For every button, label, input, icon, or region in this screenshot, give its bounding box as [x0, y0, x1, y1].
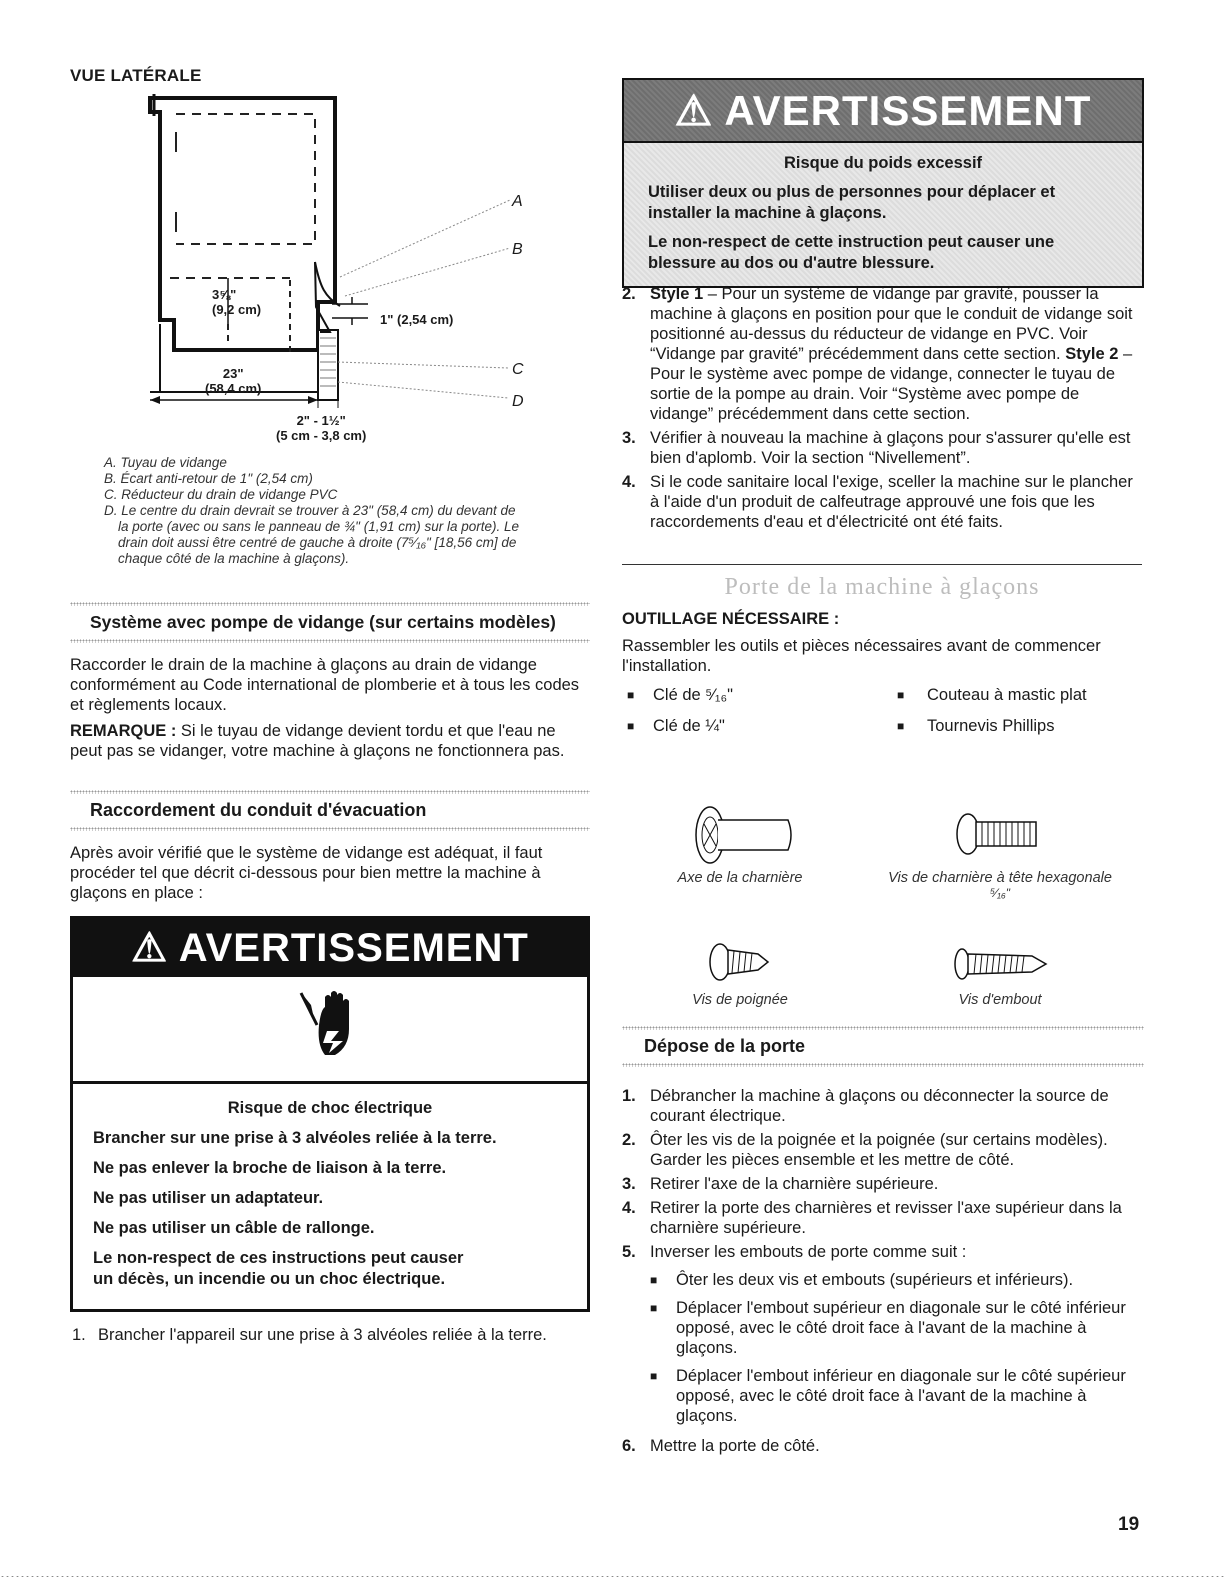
- tool-item: ■ Couteau à mastic plat: [897, 686, 1087, 704]
- hinge-pin-icon: [688, 800, 798, 870]
- label-d: D: [512, 393, 524, 410]
- tools-list: [627, 685, 1147, 736]
- caption-d-line: la porte (avec ou sans le panneau de ¾" (1,91 cm) sur la porte). Le: [118, 519, 520, 534]
- bullet-item: ■ Déplacer l'embout inférieur en diagonale sur le côté supérieur opposé, avec le côté droit face à l'avant de la machine à glaçons.: [650, 1367, 1126, 1425]
- section-title: Dépose de la porte: [644, 1036, 806, 1056]
- bullet-icon: ■: [650, 1273, 658, 1287]
- divider: [70, 827, 590, 831]
- warning-header: ⚠ AVERTISSEMENT: [622, 78, 1144, 143]
- part-label: Axe de la charnière: [677, 870, 803, 886]
- porte-title: Porte de la machine à glaçons: [724, 574, 1040, 600]
- warning-header: ⚠ AVERTISSEMENT: [73, 919, 587, 977]
- list-item: 1. Débrancher la machine à glaçons ou déconnecter la source de courant électrique.: [622, 1087, 1109, 1125]
- dim-depth: 23" (58,4 cm): [205, 366, 262, 396]
- tool-item: ■ Clé de ¼": [627, 717, 725, 735]
- list-item: 4. Si le code sanitaire local l'exige, sceller la machine sur le plancher à l'aide d'un produit de calfeutrage approuvé une fois que les raccordements d'eau et d'électricité ont été faits.: [622, 473, 1133, 531]
- section-text: Raccorder le drain de la machine à glaçons au drain de vidange conformément au Code international de plomberie et à tous les codes et règlements locaux.: [70, 656, 580, 714]
- section-evacuation: [70, 790, 590, 903]
- outillage-text: Rassembler les outils et pièces nécessaires avant de commencer l'installation.: [622, 637, 1101, 675]
- warning-consequence: Le non-respect de ces instructions peut causer: [93, 1249, 464, 1267]
- outillage-title: OUTILLAGE NÉCESSAIRE :: [622, 610, 840, 628]
- section-text: Après avoir vérifié que le système de vidange est adéquat, il faut procéder tel que décrit ci-dessous pour bien mettre la machine à glaçons en place :: [70, 844, 543, 902]
- divider: [622, 564, 1142, 565]
- warning-line: Le non-respect de cette instruction peut causer une blessure au dos ou d'autre blessure.: [648, 233, 1055, 272]
- part-label: Vis de charnière à tête hexagonale ⁵⁄₁₆": [888, 870, 1112, 900]
- bullet-icon: ■: [627, 719, 635, 733]
- label-b: B: [512, 241, 523, 258]
- divider: [622, 1063, 1144, 1067]
- section-depose: [622, 1026, 1144, 1067]
- warning-triangle-icon: ⚠: [131, 926, 169, 970]
- tool-item: ■ Clé de ⁵⁄₁₆": [627, 686, 733, 704]
- caption-b: B. Écart anti-retour de 1" (2,54 cm): [104, 471, 313, 486]
- warning-line: Ne pas enlever la broche de liaison à la terre.: [93, 1159, 447, 1177]
- warning-line: Ne pas utiliser un câble de rallonge.: [93, 1219, 375, 1237]
- warning-triangle-icon: ⚠: [674, 87, 714, 134]
- bottom-border: [0, 1575, 1225, 1579]
- warning-consequence: un décès, un incendie ou un choc électrique.: [93, 1270, 446, 1288]
- list-item: 2. Ôter les vis de la poignée et la poignée (sur certains modèles). Garder les pièces ensemble et les mettre de côté.: [622, 1131, 1108, 1169]
- diagram-captions: [104, 455, 574, 567]
- dim-gap: 1" (2,54 cm): [380, 312, 454, 327]
- bullet-item: ■ Déplacer l'embout supérieur en diagonale sur le côté inférieur opposé, avec le côté droit face à l'avant de la machine à glaçons.: [650, 1299, 1126, 1357]
- side-view-title: VUE LATÉRALE: [70, 66, 202, 85]
- list-item: 3. Vérifier à nouveau la machine à glaçons pour s'assurer qu'elle est bien d'aplomb. Voir la section “Nivellement”.: [622, 429, 1131, 467]
- hex-hinge-screw-icon: [952, 810, 1047, 860]
- bullet-item: ■ Ôter les deux vis et embouts (supérieurs et inférieurs).: [650, 1271, 1074, 1289]
- end-cap-screw-icon: [952, 944, 1052, 984]
- warning-risk: Risque de choc électrique: [227, 1099, 433, 1117]
- tool-item: ■ Tournevis Phillips: [897, 717, 1055, 735]
- part-label: Vis de poignée: [692, 992, 788, 1008]
- warning-body: [622, 143, 1144, 288]
- list-item: 6. Mettre la porte de côté.: [622, 1437, 820, 1455]
- list-item: 3. Retirer l'axe de la charnière supérieure.: [622, 1175, 939, 1193]
- warning-risk: Risque du poids excessif: [783, 154, 983, 172]
- section-title: Raccordement du conduit d'évacuation: [90, 800, 427, 820]
- caption-d-line: chaque côté de la machine à glaçons).: [118, 551, 350, 566]
- warning-line: Brancher sur une prise à 3 alvéoles reliée à la terre.: [93, 1129, 497, 1147]
- side-view-diagram: [140, 92, 540, 452]
- bullet-icon: ■: [627, 688, 635, 702]
- bullet-icon: ■: [897, 719, 905, 733]
- electric-shock-hand-icon: [295, 985, 365, 1065]
- list-item: 4. Retirer la porte des charnières et revisser l'axe supérieur dans la charnière supérieure.: [622, 1199, 1122, 1237]
- list-item: 5. Inverser les embouts de porte comme suit :: [622, 1243, 967, 1261]
- dim-height: 3⅝" (9,2 cm): [212, 287, 262, 317]
- left-step-1: 1. Brancher l'appareil sur une prise à 3 alvéoles reliée à la terre.: [72, 1326, 547, 1344]
- bullet-icon: ■: [897, 688, 905, 702]
- caption-a: A. Tuyau de vidange: [104, 455, 227, 470]
- remarque: REMARQUE : Si le tuyau de vidange devient tordu et que l'eau ne peut pas se vidanger, votre machine à glaçons ne fonctionnera pas.: [70, 722, 565, 760]
- caption-d-line: D. Le centre du drain devrait se trouver à 23" (58,4 cm) du devant de: [104, 503, 516, 518]
- part-label: Vis d'embout: [958, 992, 1042, 1008]
- caption-d-line: drain doit aussi être centré de gauche à droite (7⁵⁄₁₆" [18,56 cm] de: [118, 535, 517, 550]
- caption-c: C. Réducteur du drain de vidange PVC: [104, 487, 338, 502]
- section-pump: [70, 602, 590, 761]
- divider: [70, 639, 590, 643]
- label-a: A: [512, 193, 523, 210]
- warning-line: Ne pas utiliser un adaptateur.: [93, 1189, 324, 1207]
- label-c: C: [512, 361, 524, 378]
- depose-steps: [622, 1086, 1142, 1460]
- section-title: Système avec pompe de vidange (sur certains modèles): [90, 612, 556, 632]
- handle-screw-icon: [706, 940, 776, 984]
- warning-line: Utiliser deux ou plus de personnes pour déplacer et installer la machine à glaçons.: [648, 183, 1056, 222]
- list-item: 2. Style 1 – Pour un système de vidange par gravité, pousser la machine à glaçons en position pour que le conduit de vidange soit positionné au-dessus du réducteur de vidange en PVC. Voir “Vidange par gravité” précédemment dans cette section. Style 2 – Pour le système avec pompe de vidange, connecter le tuyau de sortie de la pompe au drain. Voir “Système avec pompe de vidange” précédemment dans cette section.: [622, 285, 1133, 423]
- weight-warning-box: [622, 78, 1144, 288]
- bullet-icon: ■: [650, 1301, 658, 1315]
- warning-body: [73, 1084, 587, 1290]
- dim-width: 2" - 1½" (5 cm - 3,8 cm): [276, 413, 367, 443]
- page-number: 19: [1118, 1514, 1140, 1535]
- electric-warning-box: [70, 916, 590, 1312]
- bullet-icon: ■: [650, 1369, 658, 1383]
- right-steps: [622, 284, 1142, 536]
